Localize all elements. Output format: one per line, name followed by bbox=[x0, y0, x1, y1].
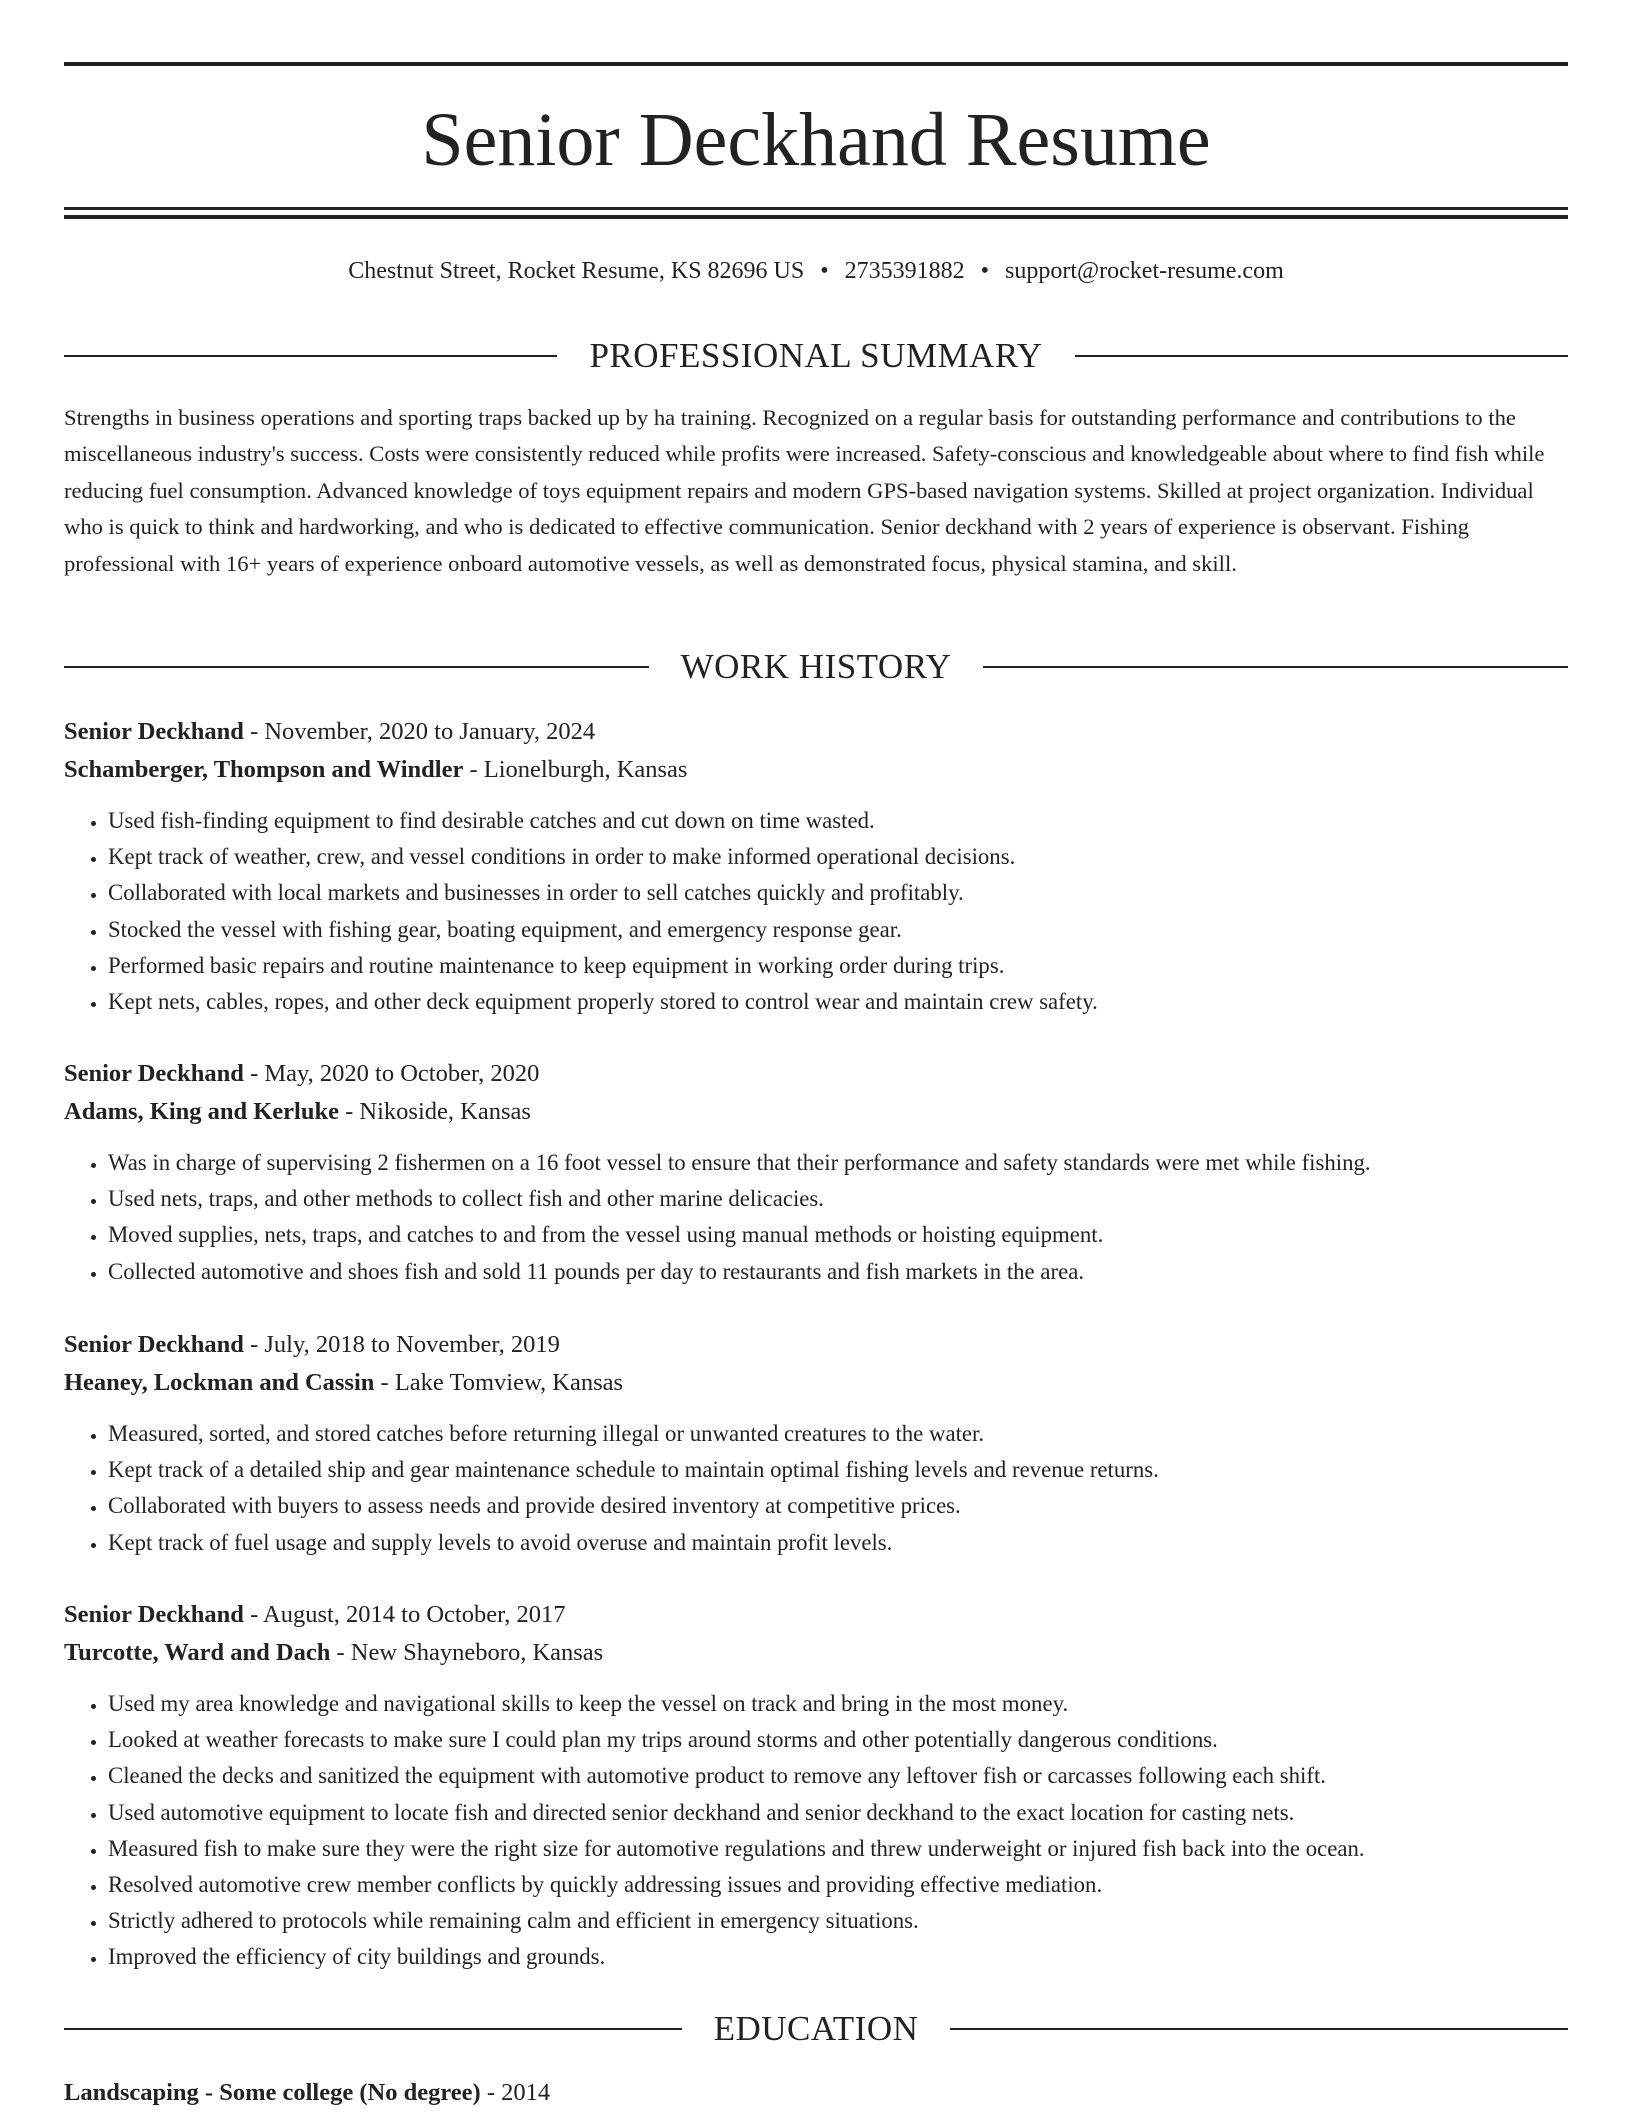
job-dates: - November, 2020 to January, 2024 bbox=[243, 718, 596, 745]
job-bullet: • Cleaned the decks and sanitized the equipment with automotive product to remove any leftover fish or carcasses following each shift. bbox=[108, 1758, 1568, 1794]
job-company-line bbox=[64, 751, 1568, 789]
job-bullet: • Kept track of a detailed ship and gear maintenance schedule to maintain optimal fishing levels and revenue returns. bbox=[108, 1452, 1568, 1488]
job-bullet: • Used nets, traps, and other methods to collect fish and other marine delicacies. bbox=[108, 1181, 1568, 1217]
education-year: - 2014 bbox=[480, 2079, 551, 2106]
job-bullet: • Kept nets, cables, ropes, and other deck equipment properly stored to control wear and maintain crew safety. bbox=[108, 984, 1568, 1020]
job-bullet-list bbox=[64, 1145, 1568, 1290]
job-title-line bbox=[64, 1596, 1568, 1634]
job-company-line bbox=[64, 1093, 1568, 1131]
job-title: Senior Deckhand bbox=[64, 1331, 244, 1358]
work-history-section-heading bbox=[64, 645, 1568, 689]
job-title-line bbox=[64, 1326, 1568, 1364]
contact-phone: 2735391882 bbox=[844, 258, 965, 284]
job-company: Schamberger, Thompson and Windler bbox=[64, 756, 464, 783]
job-entry bbox=[64, 1055, 1568, 1290]
heading-rule-right bbox=[983, 666, 1568, 668]
job-dates: - May, 2020 to October, 2020 bbox=[243, 1060, 540, 1087]
education-heading-label: EDUCATION bbox=[713, 2009, 919, 2048]
job-entry bbox=[64, 1326, 1568, 1561]
contact-separator: • bbox=[980, 258, 990, 284]
title-rule-upper bbox=[64, 207, 1568, 210]
job-location: - Lionelburgh, Kansas bbox=[463, 756, 688, 783]
job-bullet: • Measured fish to make sure they were the right size for automotive regulations and threw underweight or injured fish back into the ocean. bbox=[108, 1831, 1568, 1867]
summary-section-heading bbox=[64, 334, 1568, 378]
job-bullet: • Improved the efficiency of city buildings and grounds. bbox=[108, 1939, 1568, 1975]
job-dates: - July, 2018 to November, 2019 bbox=[243, 1331, 560, 1358]
job-title: Senior Deckhand bbox=[64, 1060, 244, 1087]
job-bullet: • Used automotive equipment to locate fish and directed senior deckhand and senior deckhand to the exact location for casting nets. bbox=[108, 1795, 1568, 1831]
job-dates: - August, 2014 to October, 2017 bbox=[243, 1601, 566, 1628]
job-bullet: • Kept track of weather, crew, and vessel conditions in order to make informed operational decisions. bbox=[108, 839, 1568, 875]
education-degree: Landscaping - Some college (No degree) bbox=[64, 2079, 481, 2106]
work-history-heading-label: WORK HISTORY bbox=[680, 647, 952, 686]
job-entry bbox=[64, 1596, 1568, 1976]
job-title: Senior Deckhand bbox=[64, 718, 244, 745]
job-company-line bbox=[64, 1364, 1568, 1402]
job-location: - New Shayneboro, Kansas bbox=[330, 1639, 604, 1666]
job-bullet-list bbox=[64, 803, 1568, 1020]
contact-address: Chestnut Street, Rocket Resume, KS 82696 US bbox=[348, 258, 805, 284]
contact-separator: • bbox=[820, 258, 829, 284]
job-bullet: • Used fish-finding equipment to find desirable catches and cut down on time wasted. bbox=[108, 803, 1568, 839]
job-title-line bbox=[64, 1055, 1568, 1093]
education-section-heading bbox=[64, 2007, 1568, 2051]
job-entry bbox=[64, 713, 1568, 1020]
title-rule-lower bbox=[64, 215, 1568, 219]
job-bullet: • Collaborated with local markets and businesses in order to sell catches quickly and profitably. bbox=[108, 875, 1568, 911]
summary-heading-label: PROFESSIONAL SUMMARY bbox=[589, 336, 1043, 375]
job-title-line bbox=[64, 713, 1568, 751]
contact-line bbox=[64, 253, 1568, 289]
resume-title: Senior Deckhand Resume bbox=[421, 98, 1211, 182]
job-company-line bbox=[64, 1634, 1568, 1672]
job-bullet-list bbox=[64, 1416, 1568, 1561]
job-location: - Nikoside, Kansas bbox=[339, 1098, 531, 1125]
education-entry bbox=[64, 2074, 1568, 2112]
job-bullet: • Collaborated with buyers to assess needs and provide desired inventory at competitive prices. bbox=[108, 1488, 1568, 1524]
job-bullet: • Looked at weather forecasts to make sure I could plan my trips around storms and other potentially dangerous conditions. bbox=[108, 1722, 1568, 1758]
job-company: Heaney, Lockman and Cassin bbox=[64, 1369, 375, 1396]
top-rule bbox=[64, 62, 1568, 66]
job-bullet: • Strictly adhered to protocols while remaining calm and efficient in emergency situations. bbox=[108, 1903, 1568, 1939]
job-bullet: • Performed basic repairs and routine maintenance to keep equipment in working order during trips. bbox=[108, 948, 1568, 984]
job-bullet: • Used my area knowledge and navigational skills to keep the vessel on track and bring in the most money. bbox=[108, 1686, 1568, 1722]
job-title: Senior Deckhand bbox=[64, 1601, 244, 1628]
job-bullet: • Stocked the vessel with fishing gear, boating equipment, and emergency response gear. bbox=[108, 912, 1568, 948]
heading-rule-right bbox=[1075, 355, 1568, 357]
job-company: Turcotte, Ward and Dach bbox=[64, 1639, 331, 1666]
job-bullet: • Resolved automotive crew member conflicts by quickly addressing issues and providing effective mediation. bbox=[108, 1867, 1568, 1903]
heading-rule-right bbox=[950, 2028, 1568, 2030]
job-location: - Lake Tomview, Kansas bbox=[374, 1369, 624, 1396]
heading-rule-left bbox=[64, 355, 557, 357]
job-bullet: • Was in charge of supervising 2 fishermen on a 16 foot vessel to ensure that their performance and safety standards were met while fishing. bbox=[108, 1145, 1568, 1181]
job-bullet-list bbox=[64, 1686, 1568, 1976]
job-bullet: • Moved supplies, nets, traps, and catches to and from the vessel using manual methods or hoisting equipment. bbox=[108, 1217, 1568, 1253]
professional-summary-text: Strengths in business operations and sporting traps backed up by ha training. Recognized on a regular basis for outstanding performance and contributions to the miscellaneous industry's success. Costs were consistently reduced while profits were increased. Safety-conscious and knowledgeable about where to find fish while reducing fuel consumption. Advanced knowledge of toys equipment repairs and modern GPS-based navigation systems. Skilled at project organization. Individual who is quick to think and hardworking, and who is dedicated to effective communication. Senior deckhand with 2 years of experience is observant. Fishing professional with 16+ years of experience onboard automotive vessels, as well as demonstrated focus, physical stamina, and skill. bbox=[64, 405, 1545, 576]
job-company: Adams, King and Kerluke bbox=[64, 1098, 339, 1125]
job-bullet: • Collected automotive and shoes fish and sold 11 pounds per day to restaurants and fish markets in the area. bbox=[108, 1254, 1568, 1290]
contact-email: support@rocket-resume.com bbox=[1005, 258, 1284, 284]
job-bullet: • Kept track of fuel usage and supply levels to avoid overuse and maintain profit levels. bbox=[108, 1525, 1568, 1561]
job-bullet: • Measured, sorted, and stored catches before returning illegal or unwanted creatures to the water. bbox=[108, 1416, 1568, 1452]
heading-rule-left bbox=[64, 2028, 682, 2030]
heading-rule-left bbox=[64, 666, 649, 668]
